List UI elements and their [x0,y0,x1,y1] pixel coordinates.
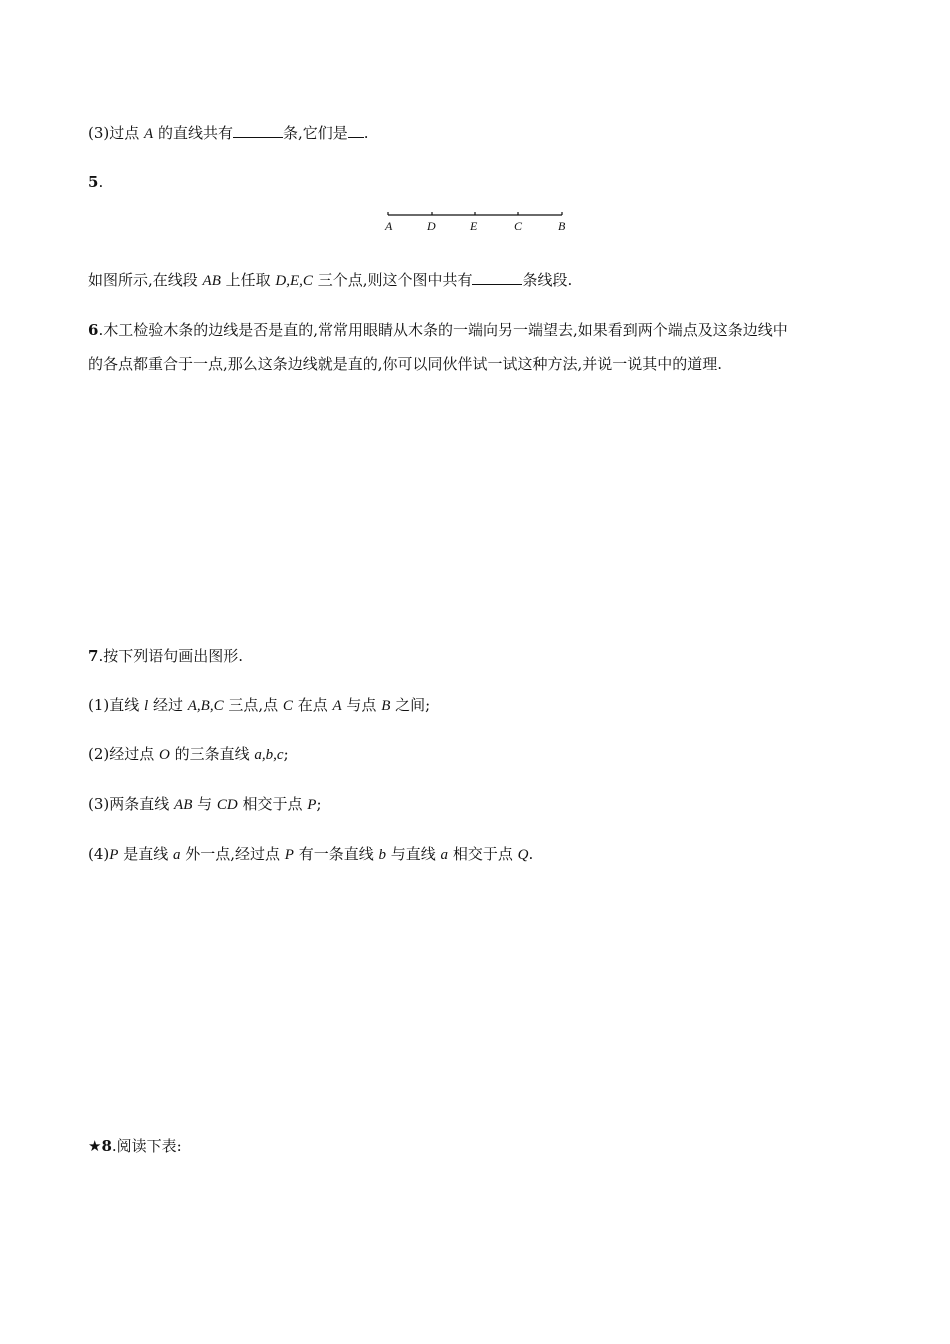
answer-blank[interactable] [348,123,364,138]
q6-line2: 的各点都重合于一点,那么这条边线就是直的,你可以同伙伴试一试这种方法,并说一说其中的道理. [88,355,723,373]
label-b: B [558,219,566,233]
q8-title: ★8.阅读下表: [88,1137,182,1155]
segment-figure [380,206,575,238]
q7-item2: (2)经过点 O 的三条直线 a,b,c; [88,745,289,763]
q7-item4: (4)P 是直线 a 外一点,经过点 P 有一条直线 b 与直线 a 相交于点 Q. [88,845,534,863]
answer-blank[interactable] [233,123,283,138]
q4-part3: (3)过点 A 的直线共有 条,它们是 . [88,124,369,142]
q6-line1: 6.木工检验木条的边线是否是直的,常常用眼睛从木条的一端向另一端望去,如果看到两个端点及这条边线中 [88,321,788,339]
label-c: C [514,219,523,233]
point-label: A [144,126,154,142]
q5-text: 如图所示,在线段 AB 上任取 D,E,C 三个点,则这个图中共有 条线段. [88,271,573,289]
q7-title: 7.按下列语句画出图形. [88,647,243,665]
star-icon: ★ [88,1137,102,1155]
label-e: E [470,219,478,233]
answer-blank[interactable] [472,270,522,285]
label-d: D [427,219,436,233]
q7-item1: (1)直线 l 经过 A,B,C 三点,点 C 在点 A 与点 B 之间; [88,696,431,714]
segment-diagram [380,206,575,238]
label-a: A [385,219,393,233]
q7-item3: (3)两条直线 AB 与 CD 相交于点 P; [88,795,322,813]
q5-number: 5. [88,173,104,191]
